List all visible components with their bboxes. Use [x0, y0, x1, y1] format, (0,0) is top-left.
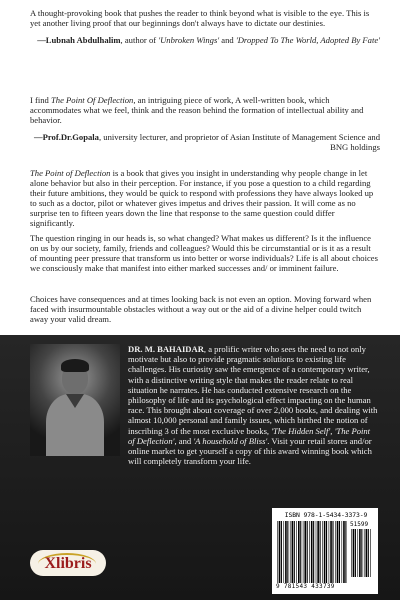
- review-1-author-desc: , author of: [120, 35, 159, 46]
- barcode-stripe: [337, 521, 339, 583]
- barcode-stripe: [366, 529, 368, 577]
- barcode-stripe: [296, 521, 297, 583]
- barcode-stripe: [300, 521, 301, 583]
- price-barcode-svg: [350, 529, 372, 577]
- barcode-stripe: [311, 521, 313, 583]
- barcode-stripe: [370, 529, 371, 577]
- review-1-author: —Lubnah Abdulhalim: [37, 35, 121, 46]
- publisher-logo-text: Xlibris: [44, 555, 92, 572]
- review-2-author: —Prof.Dr.Gopala: [34, 132, 99, 143]
- review-1-quote: A thought-provoking book that pushes the reader to think beyond what is visible to the eye. This is yet another living proof that our beginnings don't always have to dictate our destinies.: [30, 8, 370, 29]
- barcode-stripe: [330, 521, 332, 583]
- barcode-stripe: [324, 521, 326, 583]
- barcode-stripe: [359, 529, 361, 577]
- bio-book-1: 'The Hidden Self': [271, 425, 331, 436]
- barcode-main-svg: [276, 521, 348, 583]
- review-2: [30, 95, 380, 152]
- blurb-p1: [30, 168, 380, 229]
- publisher-logo: [30, 550, 106, 576]
- barcode-stripe: [290, 521, 291, 583]
- barcode-stripe: [368, 529, 369, 577]
- review-2-quote-post: , an intriguing piece of work, A well-written book, which accommodates what we feel, think and the reason behind the formation of intellectual ability and behavior.: [30, 95, 364, 126]
- price-code-text: 51599: [350, 521, 369, 528]
- barcode-stripe: [317, 521, 319, 583]
- barcode-stripe: [329, 521, 330, 583]
- review-1-attribution: [30, 35, 380, 45]
- barcode-stripe: [322, 521, 323, 583]
- price-code-block: [350, 521, 374, 579]
- photo-hair: [61, 359, 89, 372]
- barcode-stripe: [335, 521, 336, 583]
- barcode-stripe: [292, 521, 294, 583]
- isbn-barcode: [272, 508, 378, 594]
- blurb-title: The Point of Deflection: [30, 168, 111, 178]
- barcode-stripe: [303, 521, 304, 583]
- barcode-stripe: [342, 521, 343, 583]
- barcode-stripe: [277, 521, 278, 583]
- barcode-stripe: [364, 529, 365, 577]
- blurb-paragraph-1: [30, 168, 380, 229]
- barcode-stripe: [294, 521, 295, 583]
- review-1-book2: 'Dropped To The World, Adopted By Fate': [235, 35, 380, 46]
- barcode-stripe: [320, 521, 321, 583]
- barcode-stripe: [345, 521, 346, 583]
- review-2-author-desc: , university lecturer, and proprietor of Asian Institute of Management Science and BNG holdings: [98, 132, 380, 153]
- bio-book-2: 'The Point of Deflection': [128, 425, 371, 446]
- review-1: [30, 8, 380, 45]
- barcode-stripe: [351, 529, 352, 577]
- barcode-stripe: [285, 521, 287, 583]
- review-2-attribution: [30, 132, 380, 152]
- barcode-stripe: [279, 521, 281, 583]
- barcode-stripe: [361, 529, 362, 577]
- review-2-quote-pre: I find: [30, 95, 52, 105]
- isbn-text: ISBN 978-1-5434-3373-9: [284, 511, 368, 519]
- barcode-stripe: [281, 521, 282, 583]
- author-bio: [128, 344, 378, 466]
- author-name: DR. M. BAHAIDAR: [128, 344, 204, 354]
- review-1-conj: and: [219, 35, 236, 46]
- bio-book-3: 'A household of Bliss': [193, 435, 268, 446]
- blurb-p3: Choices have consequences and at times looking back is not even an option. Moving forward when faced with insurmountable obstacles without a way out or the aid of a divine helper could twitch away your valid dream.: [30, 294, 372, 325]
- barcode-stripe: [309, 521, 310, 583]
- barcode-stripe: [332, 521, 333, 583]
- review-2-quote-title: The Point Of Deflection: [51, 95, 134, 105]
- barcode-stripe: [353, 529, 355, 577]
- bio-sep-1: ,: [330, 425, 335, 436]
- barcode-stripe: [357, 529, 358, 577]
- author-photo: [30, 344, 120, 456]
- author-bio-text: , a prolific writer who sees the need to not only motivate but also to provide pragmatic solutions to existing life challenges. His curiosity saw the emergence of a contemporary writer, with a distinctive writing style that makes the reader relate to real situation he narrates. He has conducted extensive research on the philosophy of life and its psychological effect impacting on the human race. This brought about coverage of over 2,000 books, and dealing with almost 10,000 personal and family issues, which birthed the notion of inscribing 3 of the most exclusive books,: [128, 344, 378, 436]
- barcode-stripe: [287, 521, 288, 583]
- barcode-digits: 9 781543 433739: [276, 583, 335, 590]
- review-1-book1: 'Unbroken Wings': [158, 35, 220, 46]
- blurb-paragraph-3: [30, 294, 380, 324]
- bio-sep-2: , and: [174, 435, 194, 446]
- barcode-stripe: [339, 521, 340, 583]
- barcode-stripe: [304, 521, 306, 583]
- barcode-stripe: [316, 521, 317, 583]
- barcode-stripe: [283, 521, 284, 583]
- blurb-p2: The question ringing in our heads is, so what changed? What makes us different? Is it the influence on us by our society, family, friends and colleagues? Would this be circumstantial or is it as a result of mounting peer pressure that transform us into better or worse individuals? Life is all about choices we consciously make that manifest into either marked successes and/ or imminent failure.: [30, 233, 378, 274]
- barcode-stripe: [343, 521, 345, 583]
- barcode-stripe: [298, 521, 300, 583]
- blurb-p1-text: is a book that gives you insight in understanding why people change in let alone behavior but also in their perception. For instance, if you pose a question to a child regarding their future ambitions, they would be quick to respond with professions they have always looked up to such as a doctor, pilot or whatever gives impetus and drives their passion. It will come as no surprise ten to fifteen years down the line that response to the same question could differ significantly.: [30, 168, 374, 229]
- review-2-quote: [30, 95, 380, 125]
- barcode-stripe: [313, 521, 314, 583]
- barcode-stripe: [326, 521, 327, 583]
- blurb-paragraph-2: [30, 233, 380, 273]
- barcode-stripe: [307, 521, 308, 583]
- barcode-stripe: [355, 529, 356, 577]
- author-bio-closing: . Visit your retail stores and/or online market to get yourself a copy of this award winning book which will completely transform your life.: [128, 435, 372, 467]
